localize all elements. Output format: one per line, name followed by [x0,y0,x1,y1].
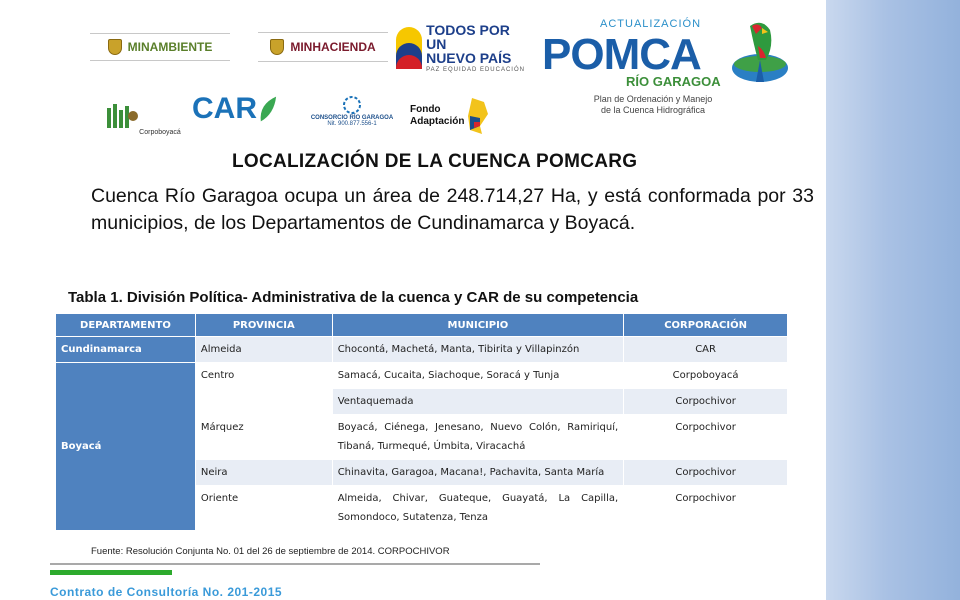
intro-paragraph: Cuenca Río Garagoa ocupa un área de 248.714,27 Ha, y está conformada por 33 municipios, de los Departamentos de Cundinamarca y Boyacá. [91,185,814,234]
fondo-adaptacion-logo [410,94,500,138]
pomca-title: POMCA [542,30,701,79]
car-text: CAR [192,92,257,125]
fondo-line-1: Fondo [410,104,441,115]
colombia-flag-icon [396,27,420,69]
parrot-icon [728,16,792,86]
cell-corporacion: Corpochivor [624,389,788,415]
coat-of-arms-icon [108,39,122,55]
cell-corporacion: CAR [624,337,788,363]
pomca-rio: RÍO GARAGOA [626,74,721,89]
pomca-actualizacion: ACTUALIZACIÓN [600,18,702,30]
todos-subtitle: PAZ EQUIDAD EDUCACIÓN [426,67,525,73]
corpoboyaca-emblem-icon [105,102,139,136]
table-header-row [56,314,788,337]
consorcio-emblem-icon [342,95,362,115]
coat-of-arms-icon [270,39,284,55]
table-caption: Tabla 1. División Política- Administrativa de la cuenca y CAR de su competencia [68,289,639,306]
car-logo [192,86,278,132]
cell-corporacion: Corpochivor [624,460,788,486]
cell-corporacion: Corpochivor [624,486,788,531]
todos-line-2: NUEVO PAÍS [426,50,512,66]
pomca-logo [540,12,796,132]
cell-municipio: Chocontá, Machetá, Manta, Tibirita y Villapinzón [332,337,623,363]
cell-corporacion: Corpoboyacá [624,363,788,389]
table-row [56,337,788,363]
header-municipio: MUNICIPIO [332,314,623,337]
pomca-plan-line-1: Plan de Ordenación y Manejo [593,94,713,104]
consorcio-name: CONSORCIO RÍO GARAGOA [310,115,394,121]
consorcio-nit: Nit. 900.877.556-1 [327,121,377,127]
footer-contract: Contrato de Consultoría No. 201-2015 [50,585,283,599]
minhacienda-text: MINHACIENDA [290,40,376,54]
corpoboyaca-text: Corpoboyacá [139,129,181,136]
minambiente-logo [90,33,230,61]
cell-provincia: Márquez [195,415,332,460]
cell-provincia: Oriente [195,486,332,531]
footer-accent-bar [50,570,172,575]
pomca-plan [568,94,738,116]
cell-provincia: Centro [195,363,332,415]
table-row [56,363,788,389]
cell-departamento: Boyacá [56,363,196,531]
consorcio-logo [300,90,404,132]
cell-municipio: Almeida, Chivar, Guateque, Guayatá, La Capilla, Somondoco, Sutatenza, Tenza [332,486,623,531]
cell-municipio: Boyacá, Ciénega, Jenesano, Nuevo Colón, Ramiriquí, Tibaná, Turmequé, Úmbita, Viracachá [332,415,623,460]
pomca-plan-line-2: de la Cuenca Hidrográfica [600,105,706,115]
cell-provincia: Neira [195,460,332,486]
cell-municipio: Samacá, Cucaita, Siachoque, Soracá y Tunja [332,363,623,389]
footer-divider [50,563,540,565]
todos-por-un-nuevo-pais-logo [396,20,526,76]
logo-header [0,0,826,140]
table-source: Fuente: Resolución Conjunta No. 01 del 26 de septiembre de 2014. CORPOCHIVOR [91,546,450,557]
minhacienda-logo [258,32,388,62]
cell-municipio: Ventaquemada [332,389,623,415]
leaf-icon [257,94,278,124]
header-departamento: DEPARTAMENTO [56,314,196,337]
cell-provincia: Almeida [195,337,332,363]
header-corporacion: CORPORACIÓN [624,314,788,337]
header-provincia: PROVINCIA [195,314,332,337]
division-table [55,313,788,531]
fondo-line-2: Adaptación [410,116,465,127]
decorative-side-band [826,0,960,600]
cell-departamento: Cundinamarca [56,337,196,363]
minambiente-text: MINAMBIENTE [127,40,213,54]
cell-corporacion: Corpochivor [624,415,788,460]
colombia-map-icon [464,96,490,136]
cell-municipio: Chinavita, Garagoa, Macana!, Pachavita, Santa María [332,460,623,486]
corpoboyaca-logo [98,86,188,136]
todos-line-1: TODOS POR UN [426,22,510,52]
page-title: LOCALIZACIÓN DE LA CUENCA POMCARG [232,151,638,172]
